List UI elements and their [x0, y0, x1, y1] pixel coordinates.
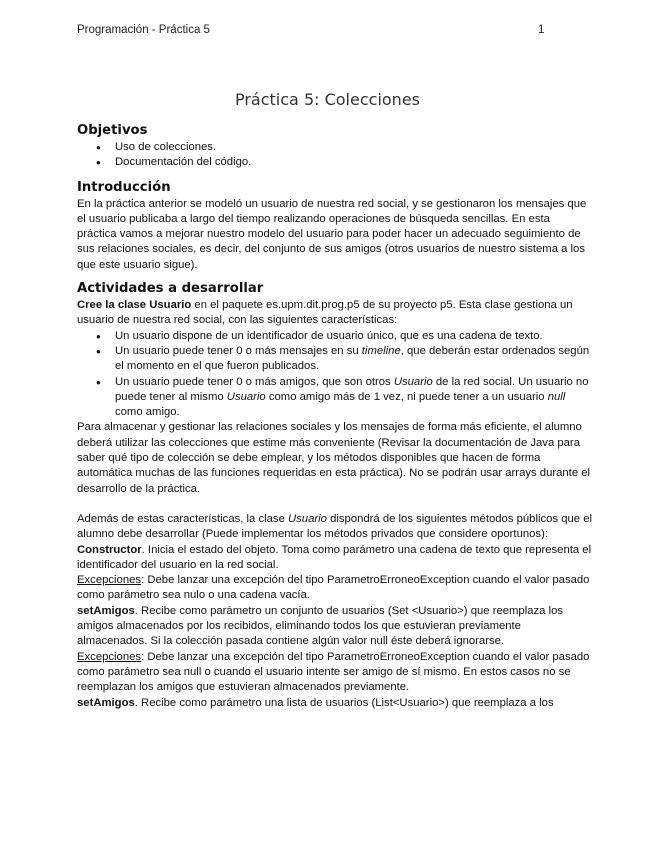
- objetivos-list: [77, 140, 592, 171]
- constructor-paragraph: Constructor. Inicia el estado del objeto. Toma como parámetro una cadena de texto que representa el identificador del usuario en la red social.: [77, 543, 592, 571]
- method-name: setAmigos: [77, 604, 135, 617]
- setamigos-list-paragraph: setAmigos. Recibe como parámetro una lista de usuarios (List<Usuario>) que reemplaza a los: [77, 696, 554, 709]
- list-item: ● Un usuario puede tener 0 o más amigos, que son otros Usuario de la red social. Un usuario no puede tener al mismo Usuario como amigo más de 1 vez, ni puede tener a un usuario null como amigo.: [115, 375, 592, 421]
- list-item: ● Un usuario puede tener 0 o más mensajes en su timeline, que deberán estar ordenados según el momento en el que fueron publicados.: [115, 344, 592, 375]
- page-title: Práctica 5: Colecciones: [234, 90, 420, 109]
- intro-paragraph: En la práctica anterior se modeló un usuario de nuestra red social, y se gestionaron los mensajes que el usuario publicaba a largo del tiempo realizando operaciones de búsqueda sencillas. En esta práctica vamos a mejorar nuestro modelo del usuario para poder hacer un adecuado seguimiento de sus relaciones sociales, es decir, del conjunto de sus amigos (otros usuarios de nuestro sistema a los que este usuario sigue).: [77, 197, 587, 271]
- excepciones-label: Excepciones: [77, 574, 142, 587]
- section-heading-actividades: Actividades a desarrollar: [77, 281, 264, 297]
- colecciones-paragraph: Para almacenar y gestionar las relaciones sociales y los mensajes de forma más eficiente, el alumno deberá utilizar las colecciones que estime más conveniente (Revisar la documentación de Java para saber qué tipo de colección se debe emplear, y los métodos disponibles que hacen de forma automática muchas de las funciones requeridas en esta práctica). No se podrán usar arrays durante el desarrollo de la práctica.: [77, 421, 591, 495]
- section-heading-introduccion: Introducción: [77, 179, 171, 195]
- list-item: ● Uso de colecciones.: [115, 140, 592, 155]
- list-item: ● Documentación del código.: [115, 155, 592, 170]
- page-number: 1: [538, 24, 545, 36]
- list-item: ● Un usuario dispone de un identificador de usuario único, que es una cadena de texto.: [115, 329, 592, 344]
- excepciones-paragraph-1: Excepciones: Debe lanzar una excepción del tipo ParametroErroneoException cuando el valor pasado como parámetro sea nulo o una cadena vacía.: [77, 574, 590, 602]
- bold-text: Cree la clase Usuario: [77, 299, 192, 312]
- metodos-paragraph: Además de estas características, la clase Usuario dispondrá de los siguientes métodos públicos que el alumno debe desarrollar (Puede implementar los métodos privados que considere oportunos):: [77, 512, 592, 541]
- setamigos-set-paragraph: setAmigos. Recibe como parámetro un conjunto de usuarios (Set <Usuario>) que reemplaza los amigos almacenados por los recibidos, eliminando todos los que estuvieran previamente almacenados. Si la colección pasada contiene algún valor null éste deberá ignorarse.: [77, 604, 564, 648]
- excepciones-paragraph-2: Excepciones: Debe lanzar una excepción del tipo ParametroErroneoException cuando el valor pasado como parámetro sea null o cuando el usuario intente ser amigo de sí mismo. En estos casos no se reemplazan los amigos que estuvieran almacenados previamente.: [77, 650, 590, 694]
- document-body: [77, 122, 592, 711]
- caracteristicas-list: [77, 329, 592, 421]
- section-heading-objetivos: Objetivos: [77, 123, 148, 138]
- method-name: Constructor: [77, 543, 142, 556]
- method-name: setAmigos: [77, 696, 135, 709]
- actividades-intro: Cree la clase Usuario en el paquete es.upm.dit.prog.p5 de su proyecto p5. Esta clase gestiona un usuario de nuestra red social, con las siguientes características:: [77, 299, 573, 327]
- running-header: Programación - Práctica 5: [77, 24, 210, 36]
- excepciones-label: Excepciones: [77, 650, 142, 663]
